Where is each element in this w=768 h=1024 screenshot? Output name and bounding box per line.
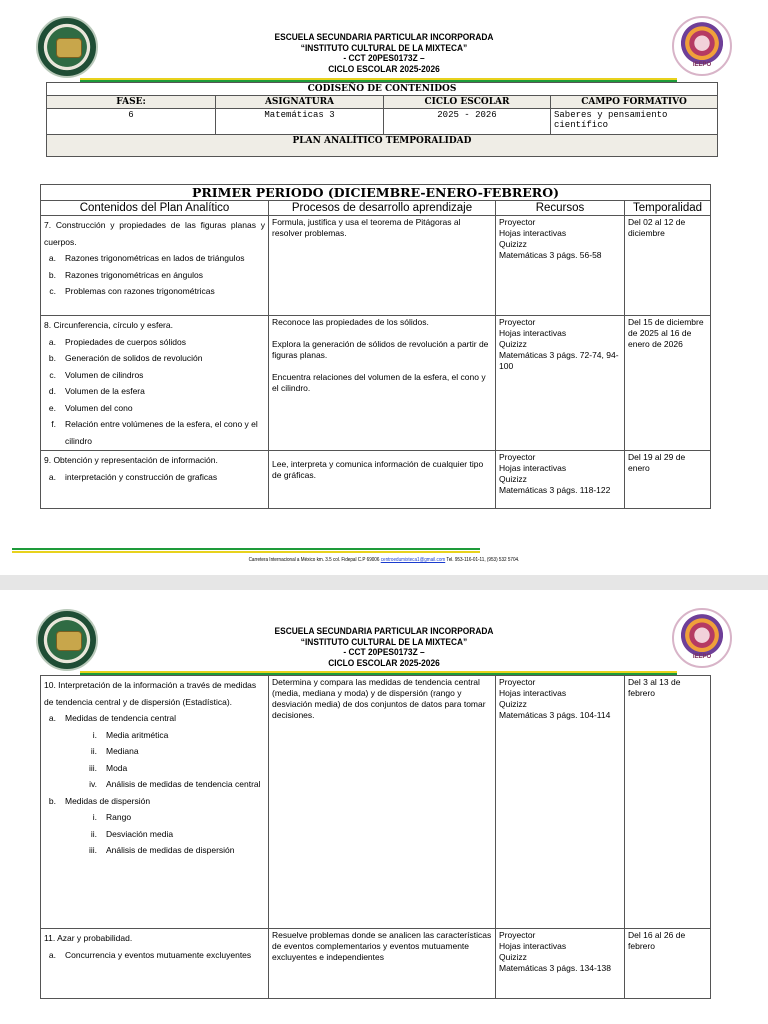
contenido-main: 9. Obtención y representación de información. — [44, 455, 218, 465]
footer-text: Carretera Internacional a México km. 3.5 col. Fidepal C.P 69006 — [248, 557, 381, 563]
list-item — [44, 400, 265, 417]
contenidos-cell — [41, 676, 269, 929]
list-item — [44, 760, 265, 777]
temporalidad-text: Del 02 al 12 de diciembre — [628, 217, 686, 238]
header-ciclo: CICLO ESCOLAR — [384, 96, 551, 109]
header-line-4: CICLO ESCOLAR 2025-2026 — [328, 657, 440, 669]
contenido-main: 10. Interpretación de la información a través de medidas de tendencia central y de dispersión (Estadística). — [44, 680, 257, 707]
contenido-sublist — [44, 727, 265, 793]
proceso-text: Explora la generación de sólidos de revolución a partir de figuras planas. — [272, 339, 489, 360]
list-item — [44, 469, 265, 486]
temporalidad-cell — [625, 316, 711, 451]
temporalidad-text: Del 16 al 26 de febrero — [628, 930, 686, 951]
list-marker: c. — [49, 286, 56, 296]
contenido-main: 7. Construcción y propiedades de las figuras planas y cuerpos. — [44, 220, 265, 247]
footer-address — [31, 557, 738, 563]
procesos-cell — [269, 316, 496, 451]
list-marker: d. — [48, 386, 56, 396]
list-marker: i. — [92, 729, 97, 740]
header-line-1: ESCUELA SECUNDARIA PARTICULAR INCORPORADA — [274, 32, 494, 43]
list-item-text: Mediana — [106, 746, 139, 756]
header-line-2: “INSTITUTO CULTURAL DE LA MIXTECA” — [300, 636, 468, 648]
list-item — [44, 367, 265, 384]
list-item-text: Generación de solidos de revolución — [65, 353, 203, 363]
list-marker: iii. — [88, 845, 97, 855]
list-item — [44, 793, 265, 810]
list-item-text: interpretación y construcción de graficas — [65, 471, 218, 482]
list-item-text: Volumen de la esfera — [65, 386, 145, 396]
list-item — [44, 250, 265, 267]
list-marker: ii. — [90, 828, 97, 839]
header-line-2: “INSTITUTO CULTURAL DE LA MIXTECA” — [300, 42, 468, 54]
list-marker: a. — [48, 713, 56, 723]
list-item-text: Razones trigonométricas en lados de triángulos — [65, 253, 245, 263]
list-item-text: Análisis de medidas de tendencia central — [106, 779, 261, 789]
list-item — [44, 826, 265, 843]
contenidos-cell — [41, 316, 269, 451]
recursos-cell — [496, 676, 625, 929]
list-item — [44, 416, 265, 449]
table-row — [41, 316, 711, 451]
contenidos-cell — [41, 929, 269, 999]
col-header-recursos: Recursos — [496, 201, 625, 216]
list-marker: iii. — [88, 762, 97, 773]
codiseno-title: CODISEÑO DE CONTENIDOS — [47, 83, 718, 96]
procesos-cell — [269, 676, 496, 929]
recursos-text: Proyector Hojas interactivas Quizizz Matemáticas 3 págs. 118-122 — [499, 452, 611, 495]
contenidos-cell — [41, 216, 269, 316]
school-header — [46, 627, 722, 669]
recursos-text: Proyector Hojas interactivas Quizizz Matemáticas 3 págs. 134-138 — [499, 930, 611, 973]
list-item-text: Medidas de tendencia central — [65, 713, 177, 723]
list-marker: ii. — [90, 746, 97, 756]
contenido-list — [44, 947, 265, 964]
list-item — [44, 776, 265, 793]
contenidos-cell — [41, 451, 269, 509]
list-marker: a. — [48, 471, 56, 482]
list-item — [44, 267, 265, 284]
footer-yellow-line — [12, 551, 480, 553]
contenido-main: 8. Circunferencia, círculo y esfera. — [44, 320, 173, 330]
plan-table-page-2 — [40, 675, 711, 999]
value-fase: 6 — [47, 109, 216, 135]
list-item-text: Volumen de cilindros — [65, 369, 144, 380]
ieepo-logo-text: IEEPO — [692, 654, 712, 660]
table-row — [41, 216, 711, 316]
page-gap — [0, 575, 768, 590]
footer-phone: Tel. 953-116-01-11, (953) 532 5704. — [445, 557, 520, 563]
list-item-text: Moda — [106, 762, 128, 773]
list-item-text: Volumen del cono — [65, 402, 133, 413]
list-item-text: Propiedades de cuerpos sólidos — [65, 336, 186, 347]
plan-table-page-1 — [40, 184, 711, 509]
proceso-text: Resuelve problemas donde se analicen las características de eventos complementarios y eventos mutuamente excluyentes e independientes — [272, 930, 492, 962]
list-item — [44, 350, 265, 367]
recursos-text: Proyector Hojas interactivas Quizizz Matemáticas 3 págs. 104-114 — [499, 677, 611, 720]
list-item — [44, 947, 265, 964]
ieepo-logo-text: IEEPO — [692, 62, 712, 68]
proceso-text: Formula, justifica y usa el teorema de Pitágoras al resolver problemas. — [272, 217, 461, 238]
list-marker: b. — [48, 353, 56, 363]
contenido-sublist — [44, 809, 265, 859]
recursos-cell — [496, 451, 625, 509]
list-marker: a. — [48, 336, 56, 347]
col-header-procesos: Procesos de desarrollo aprendizaje — [269, 201, 496, 216]
list-item — [44, 743, 265, 760]
header-line-3: - CCT 20PES0173Z – — [343, 647, 425, 658]
list-item — [44, 842, 265, 859]
list-item-text: Problemas con razones trigonométricas — [65, 286, 215, 296]
table-row — [41, 929, 711, 999]
recursos-cell — [496, 316, 625, 451]
contenido-list — [44, 250, 265, 300]
header-line-4: CICLO ESCOLAR 2025-2026 — [328, 63, 440, 75]
codiseno-table — [46, 82, 718, 157]
temporalidad-text: Del 19 al 29 de enero — [628, 452, 686, 473]
procesos-cell — [269, 216, 496, 316]
proceso-text: Lee, interpreta y comunica información de cualquier tipo de gráficas. — [272, 459, 484, 480]
temporalidad-cell — [625, 676, 711, 929]
recursos-text: Proyector Hojas interactivas Quizizz Matemáticas 3 págs. 56-58 — [499, 217, 602, 260]
list-marker: b. — [48, 269, 56, 280]
list-marker: iv. — [89, 779, 97, 789]
footer-email-link[interactable]: centroedumixteca1@gmail.com — [380, 557, 446, 563]
list-item — [44, 727, 265, 744]
header-fase: FASE: — [47, 96, 216, 109]
periodo-title: PRIMER PERIODO (DICIEMBRE-ENERO-FEBRERO) — [41, 185, 711, 201]
list-item-text: Media aritmética — [106, 729, 169, 740]
header-line-1: ESCUELA SECUNDARIA PARTICULAR INCORPORADA — [274, 626, 494, 637]
value-ciclo: 2025 - 2026 — [384, 109, 551, 135]
header-line-3: - CCT 20PES0173Z – — [343, 53, 425, 64]
list-item-text: Análisis de medidas de dispersión — [106, 845, 235, 855]
list-item-text: Medidas de dispersión — [65, 795, 151, 806]
temporalidad-cell — [625, 451, 711, 509]
list-item — [44, 809, 265, 826]
recursos-cell — [496, 929, 625, 999]
value-asignatura: Matemáticas 3 — [216, 109, 384, 135]
list-item-text: Razones trigonométricas en ángulos — [65, 269, 203, 280]
table-row — [41, 676, 711, 929]
header-campo: CAMPO FORMATIVO — [551, 96, 718, 109]
list-item — [44, 334, 265, 351]
list-marker: f. — [51, 419, 56, 429]
plan-title: PLAN ANALÍTICO TEMPORALIDAD — [47, 135, 718, 157]
list-item-text: Rango — [106, 812, 132, 822]
value-campo: Saberes y pensamiento científico — [551, 109, 718, 135]
recursos-text: Proyector Hojas interactivas Quizizz Matemáticas 3 págs. 72-74, 94-100 — [499, 317, 619, 371]
list-marker: e. — [48, 402, 56, 413]
temporalidad-cell — [625, 929, 711, 999]
col-header-contenidos: Contenidos del Plan Analítico — [41, 201, 269, 216]
school-header — [46, 33, 722, 75]
procesos-cell — [269, 929, 496, 999]
list-item — [44, 383, 265, 400]
list-item — [44, 710, 265, 727]
table-row — [41, 451, 711, 509]
proceso-text: Determina y compara las medidas de tendencia central (media, mediana y moda) y de dispersión (rango y desviación media) de dos conjuntos de datos para tomar decisiones. — [272, 677, 486, 720]
list-item — [44, 283, 265, 300]
proceso-text: Reconoce las propiedades de los sólidos. — [272, 317, 429, 327]
list-marker: b. — [48, 795, 56, 806]
proceso-text: Encuentra relaciones del volumen de la esfera, el cono y el cilindro. — [272, 372, 486, 393]
list-item-text: Relación entre volúmenes de la esfera, el cono y el cilindro — [65, 419, 258, 446]
list-marker: a. — [48, 949, 56, 960]
temporalidad-cell — [625, 216, 711, 316]
recursos-cell — [496, 216, 625, 316]
list-marker: a. — [48, 253, 56, 263]
contenido-main: 11. Azar y probabilidad. — [44, 933, 133, 943]
procesos-cell — [269, 451, 496, 509]
header-asignatura: ASIGNATURA — [216, 96, 384, 109]
list-item-text: Concurrencia y eventos mutuamente excluyentes — [65, 949, 252, 960]
contenido-list — [44, 334, 265, 450]
list-marker: c. — [49, 369, 56, 380]
temporalidad-text: Del 15 de diciembre de 2025 al 16 de enero de 2026 — [628, 317, 704, 349]
footer-green-line — [12, 548, 480, 550]
list-item-text: Desviación media — [106, 828, 174, 839]
contenido-list — [44, 469, 265, 486]
temporalidad-text: Del 3 al 13 de febrero — [628, 677, 681, 698]
list-marker: i. — [92, 812, 97, 822]
col-header-temporalidad: Temporalidad — [625, 201, 711, 216]
